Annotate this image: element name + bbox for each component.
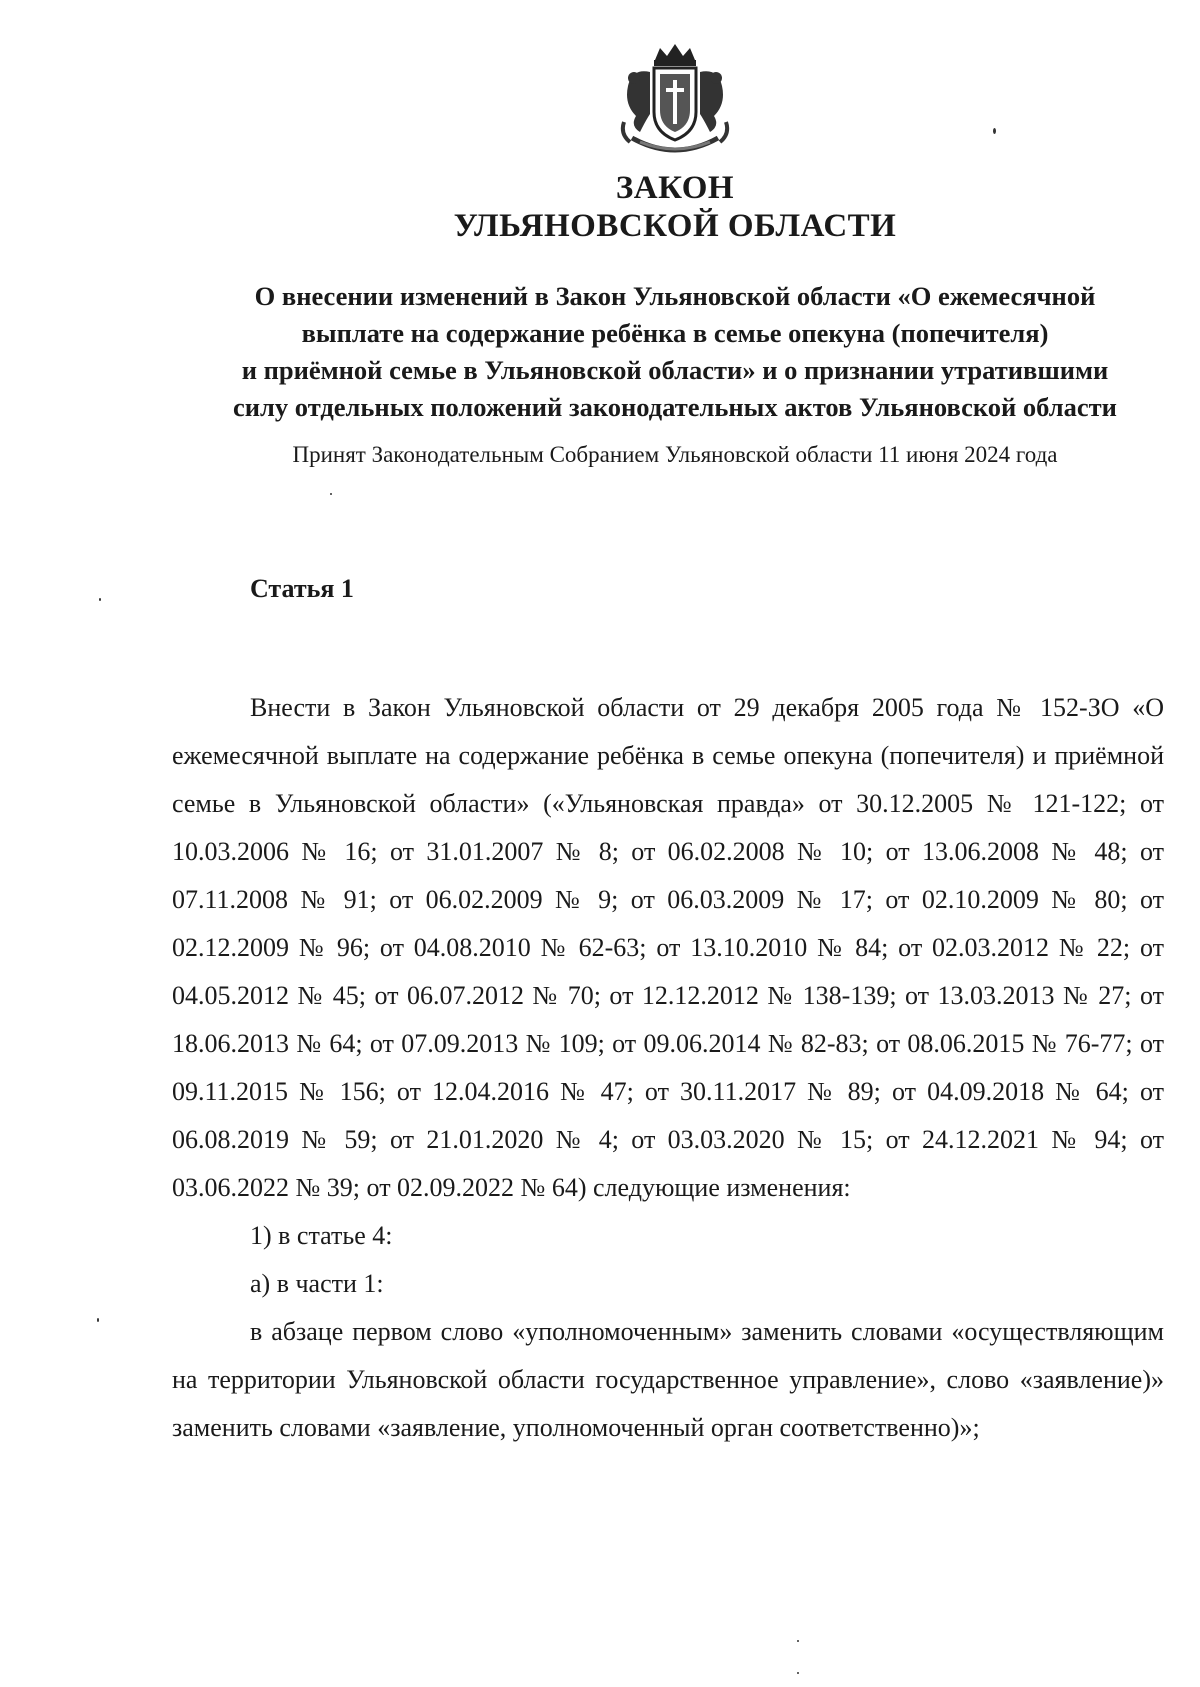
law-title: ЗАКОН: [615, 170, 735, 206]
subject-line: выплате на содержание ребёнка в семье опекуна (попечителя): [301, 318, 1049, 348]
scan-speck: [330, 493, 332, 495]
law-subject: [150, 278, 1200, 426]
subject-line: О внесении изменений в Закон Ульяновской области «О ежемесячной: [254, 281, 1096, 311]
subject-line: и приёмной семье в Ульяновской области» и о признании утратившими: [241, 355, 1109, 385]
scan-speck: [97, 1318, 99, 1322]
subject-line: силу отдельных положений законодательных актов Ульяновской области: [233, 392, 1117, 422]
list-item: 1) в статье 4:: [250, 1221, 393, 1250]
scan-speck: [99, 598, 101, 601]
list-item: а) в части 1:: [250, 1269, 384, 1298]
adoption-note: Принят Законодательным Собранием Ульяновской области 11 июня 2024 года: [292, 442, 1058, 467]
amendment-paragraph: в абзаце первом слово «уполномоченным» заменить словами «осуществляющим на территории Ульяновской области государственное управление», слово «заявление)» заменить словами «заявление, уполномоченный орган соответственно)»;: [172, 1317, 1164, 1442]
scan-speck: [797, 1640, 799, 1642]
coat-of-arms-icon: [610, 42, 740, 162]
article-heading: Статья 1: [250, 574, 354, 603]
scan-speck: [993, 128, 996, 134]
article-intro-paragraph: Внести в Закон Ульяновской области от 29 декабря 2005 года № 152-ЗО «О ежемесячной выплате на содержание ребёнка в семье опекуна (попечителя) и приёмной семье в Ульяновской области» («Ульяновская правда» от 30.12.2005 № 121-122; от 10.03.2006 № 16; от 31.01.2007 № 8; от 06.02.2008 № 10; от 13.06.2008 № 48; от 07.11.2008 № 91; от 06.02.2009 № 9; от 06.03.2009 № 17; от 02.10.2009 № 80; от 02.12.2009 № 96; от 04.08.2010 № 62-63; от 13.10.2010 № 84; от 02.03.2012 № 22; от 04.05.2012 № 45; от 06.07.2012 № 70; от 12.12.2012 № 138-139; от 13.03.2013 № 27; от 18.06.2013 № 64; от 07.09.2013 № 109; от 09.06.2014 № 82-83; от 08.06.2015 № 76-77; от 09.11.2015 № 156; от 12.04.2016 № 47; от 30.11.2017 № 89; от 04.09.2018 № 64; от 06.08.2019 № 59; от 21.01.2020 № 4; от 03.03.2020 № 15; от 24.12.2021 № 94; от 03.06.2022 № 39; от 02.09.2022 № 64) следующие изменения:: [172, 693, 1164, 1202]
article-body: [172, 684, 1164, 1452]
law-region: УЛЬЯНОВСКОЙ ОБЛАСТИ: [453, 208, 897, 244]
scan-speck: [797, 1672, 799, 1674]
